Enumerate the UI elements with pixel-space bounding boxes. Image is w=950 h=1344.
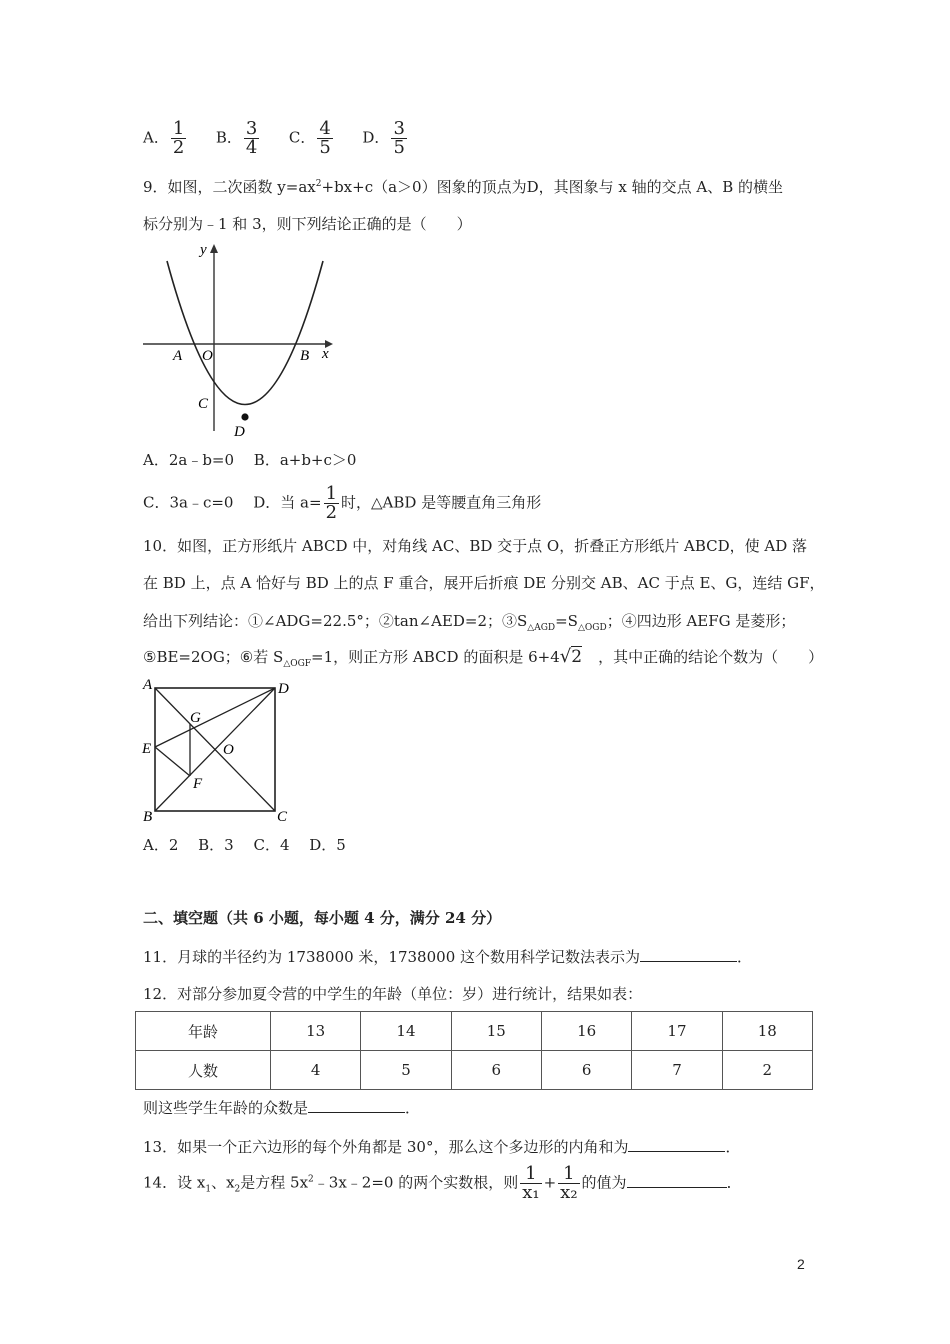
table-row	[136, 1051, 813, 1090]
table-cell: 6	[451, 1051, 541, 1090]
q9-options-line2: C．3a﹣c=0 D．当 a= $\frac{1}{2}$ 时，△ABD 是等腰直角三角形	[143, 483, 542, 523]
age-table	[135, 1011, 813, 1090]
q10-text-line4: ⑤BE=2OG；⑥若 $S_{\triangle OGF}=1$，则正方形 ABCD 的面积是 6+4√2 ，其中正确的结论个数为（ ）	[143, 646, 824, 669]
table-cell: 7	[632, 1051, 722, 1090]
q10-square-figure	[140, 676, 300, 826]
q10-label-e: E	[142, 741, 152, 757]
q9-label-o: O	[202, 348, 213, 364]
q9-label-a: A	[173, 348, 183, 364]
table-cell: 6	[541, 1051, 631, 1090]
q8-options	[143, 120, 409, 157]
q10-text-line3: 给出下列结论：①∠ADG=22.5°；②tan∠AED=2；$③S_{\triangle AGD}=S_{\triangle OGD}$；④四边形 AEFG 是菱形；	[143, 612, 796, 633]
page-number: 2	[797, 1256, 805, 1272]
q12-answer-blank	[308, 1097, 405, 1113]
q10-text-line1: 10．如图，正方形纸片 ABCD 中，对角线 AC、BD 交于点 O，折叠正方形纸片 ABCD，使 AD 落	[143, 537, 808, 555]
q9-y-axis-arrow	[210, 244, 218, 253]
table-cell: 人数	[136, 1051, 271, 1090]
q9-parabola-figure	[140, 236, 340, 436]
q9-label-y: y	[200, 242, 207, 258]
table-cell: 17	[632, 1012, 722, 1051]
q9-parabola-curve	[167, 261, 323, 405]
q8-option-b-label: B．	[215, 128, 242, 147]
q10-text-line2: 在 BD 上，点 A 恰好与 BD 上的点 F 重合，展开后折痕 DE 分别交 AB、AC 于点 E、G，连结 GF，	[143, 574, 825, 592]
table-cell: 2	[722, 1051, 812, 1090]
q13-answer-blank	[628, 1136, 725, 1152]
sqrt-symbol: √	[559, 646, 572, 667]
q10-fold-de	[155, 688, 275, 747]
q12-after-text: 则这些学生年龄的众数是 ．	[143, 1099, 421, 1117]
q9-text-line2: 标分别为﹣1 和 3，则下列结论正确的是（ ）	[143, 215, 472, 233]
q14-answer-blank	[627, 1172, 727, 1188]
q13-text: 13．如果一个正六边形的每个外角都是 30°，那么这个多边形的内角和为 ．	[143, 1138, 741, 1156]
q9-text-line1: 9．如图，二次函数 $y=ax^2+bx+c(a>0)$图象的顶点为D，其图象与 x 轴的交点 A、B 的横坐	[143, 178, 784, 196]
q8-option-a-label: A．	[143, 128, 169, 147]
q10-segment-ef	[155, 747, 190, 776]
table-cell: 5	[361, 1051, 451, 1090]
q8-option-c-label: C．	[288, 128, 316, 147]
q10-label-c: C	[277, 809, 288, 825]
q9-label-d: D	[234, 424, 245, 436]
q14-fraction-1: $\frac{1}{\text{x₁}}$	[522, 1163, 540, 1203]
q9-label-x: x	[322, 346, 329, 362]
q11-text: 11．月球的半径约为 1738000 米，1738000 这个数用科学记数法表示为 ．	[143, 948, 753, 966]
q14-text: 14．设 $x_1$、$x_2$是方程 $5x^2﹣3x﹣2=0$ 的两个实数根，则 $\frac{1}{\text{x₁}}$ + $\frac{1}{\text{x₂}}$ 的值为 ．	[143, 1163, 742, 1203]
q10-label-a: A	[143, 677, 153, 693]
q10-label-d: D	[278, 681, 289, 697]
table-cell: 16	[541, 1012, 631, 1051]
q11-answer-blank	[640, 946, 737, 962]
table-cell: 14	[361, 1012, 451, 1051]
q10-label-b: B	[143, 809, 153, 825]
q8-option-b-fraction: $\frac{3}{4}$	[245, 118, 258, 158]
q9-option-d-fraction: $\frac{1}{2}$	[325, 483, 338, 523]
q8-option-d-fraction: $\frac{3}{5}$	[393, 118, 405, 158]
q10-options: A．2 B．3 C．4 D．5	[143, 836, 346, 854]
q8-option-c-fraction: $\frac{4}{5}$	[319, 118, 331, 158]
q8-option-d-label: D．	[362, 128, 390, 147]
section-title: 二、填空题（共 6 小题，每小题 4 分，满分 24 分）	[143, 909, 502, 927]
table-cell: 年龄	[136, 1012, 271, 1051]
table-row	[136, 1012, 813, 1051]
q10-label-f: F	[193, 776, 203, 792]
q9-label-c: C	[198, 396, 209, 412]
q14-fraction-2: $\frac{1}{\text{x₂}}$	[560, 1163, 578, 1203]
q10-label-o: O	[223, 742, 234, 758]
q12-text: 12．对部分参加夏令营的中学生的年龄（单位：岁）进行统计，结果如表：	[143, 985, 643, 1003]
table-cell: 15	[451, 1012, 541, 1051]
q10-label-g: G	[190, 710, 201, 726]
q9-options-line1: A．2a﹣b=0 B．a+b+c＞0	[143, 451, 357, 469]
table-cell: 13	[270, 1012, 360, 1051]
table-cell: 18	[722, 1012, 812, 1051]
q9-label-b: B	[300, 348, 310, 364]
q9-vertex-point	[241, 413, 248, 420]
table-cell: 4	[270, 1051, 360, 1090]
q8-option-a-fraction: $\frac{1}{2}$	[172, 118, 185, 158]
